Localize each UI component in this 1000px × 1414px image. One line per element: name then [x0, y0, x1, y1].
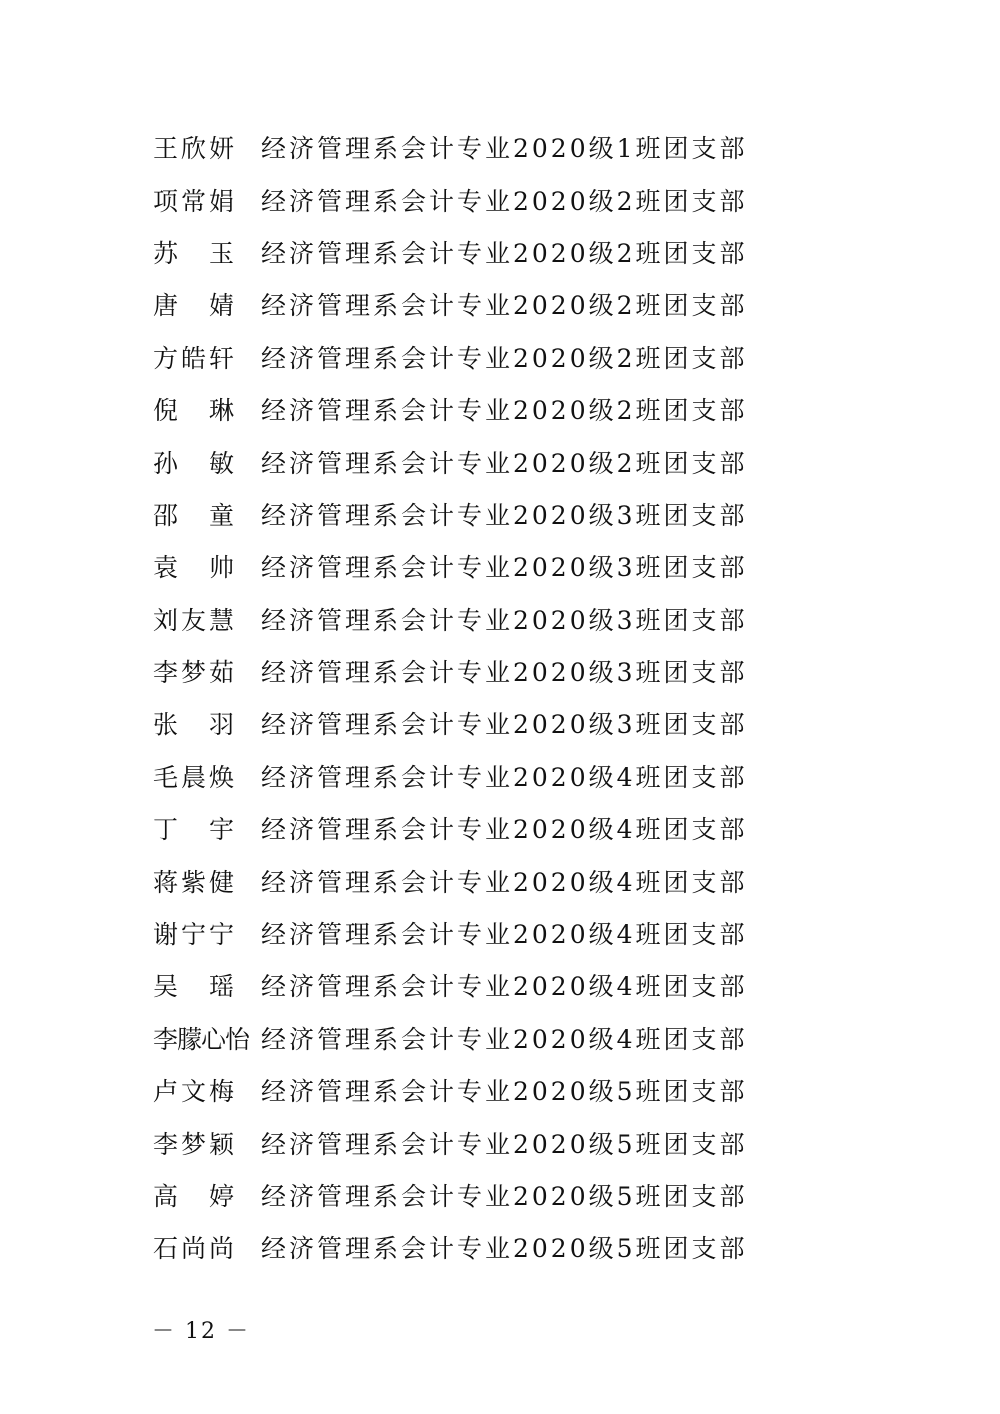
- member-unit: 经济管理系会计专业2020级4班团支部: [261, 920, 748, 950]
- list-item: [153, 1116, 853, 1168]
- member-name: 丁 宇: [153, 815, 238, 845]
- member-unit: 经济管理系会计专业2020级2班团支部: [261, 186, 748, 216]
- member-name: 孙 敏: [153, 448, 238, 478]
- list-item: [153, 750, 853, 802]
- list-item: [153, 854, 853, 906]
- page-number: － 12 －: [152, 1319, 250, 1344]
- member-name: 谢宁宁: [153, 920, 238, 950]
- list-item: [153, 802, 853, 854]
- member-name: 卢文梅: [153, 1077, 238, 1107]
- member-unit: 经济管理系会计专业2020级5班团支部: [261, 1077, 748, 1107]
- member-unit: 经济管理系会计专业2020级3班团支部: [261, 710, 748, 740]
- member-unit: 经济管理系会计专业2020级5班团支部: [261, 1129, 748, 1159]
- member-name: 吴 瑶: [153, 972, 238, 1002]
- list-item: [153, 697, 853, 749]
- list-item: [153, 435, 853, 487]
- list-item: [153, 173, 853, 225]
- list-item: [153, 959, 853, 1011]
- member-unit: 经济管理系会计专业2020级3班团支部: [261, 605, 748, 635]
- member-name: 蒋紫健: [153, 867, 238, 897]
- list-item: [153, 907, 853, 959]
- list-item: [153, 540, 853, 592]
- list-item: [153, 121, 853, 173]
- list-item: [153, 593, 853, 645]
- member-unit: 经济管理系会计专业2020级1班团支部: [261, 134, 748, 164]
- list-item: [153, 488, 853, 540]
- member-name: 苏 玉: [153, 238, 238, 268]
- member-unit: 经济管理系会计专业2020级5班团支部: [261, 1234, 748, 1264]
- member-unit: 经济管理系会计专业2020级3班团支部: [261, 500, 748, 530]
- member-unit: 经济管理系会计专业2020级2班团支部: [261, 343, 748, 373]
- member-name: 王欣妍: [153, 134, 238, 164]
- member-name: 袁 帅: [153, 553, 238, 583]
- member-unit: 经济管理系会计专业2020级4班团支部: [261, 867, 748, 897]
- member-name: 李梦茹: [153, 658, 238, 688]
- list-item: [153, 1221, 853, 1273]
- member-name: 李梦颖: [153, 1129, 238, 1159]
- member-name: 毛晨焕: [153, 762, 238, 792]
- member-unit: 经济管理系会计专业2020级4班团支部: [261, 815, 748, 845]
- member-unit: 经济管理系会计专业2020级5班团支部: [261, 1182, 748, 1211]
- member-name: 张 羽: [153, 710, 238, 740]
- member-name: 方皓轩: [153, 343, 238, 373]
- member-name: 李朦心怡: [153, 1024, 250, 1054]
- name-list: [153, 121, 853, 1274]
- member-unit: 经济管理系会计专业2020级2班团支部: [261, 396, 748, 426]
- member-unit: 经济管理系会计专业2020级3班团支部: [261, 658, 748, 688]
- member-unit: 经济管理系会计专业2020级4班团支部: [261, 762, 748, 792]
- member-unit: 经济管理系会计专业2020级4班团支部: [261, 1024, 748, 1054]
- list-item: [153, 645, 853, 697]
- list-item: [153, 1169, 853, 1221]
- member-name: 项常娟: [153, 186, 238, 216]
- list-item: [153, 1064, 853, 1116]
- list-item: [153, 383, 853, 435]
- list-item: [153, 1012, 853, 1064]
- member-name: 邵 童: [153, 500, 238, 530]
- list-item: [153, 278, 853, 330]
- member-unit: 经济管理系会计专业2020级2班团支部: [261, 291, 748, 321]
- member-name: 石尚尚: [153, 1234, 238, 1264]
- member-unit: 经济管理系会计专业2020级4班团支部: [261, 972, 748, 1002]
- member-unit: 经济管理系会计专业2020级3班团支部: [261, 553, 748, 583]
- member-name: 刘友慧: [153, 605, 238, 635]
- list-item: [153, 331, 853, 383]
- list-item: [153, 226, 853, 278]
- member-name: 唐 婧: [153, 291, 238, 321]
- member-name: 高 婷: [153, 1182, 238, 1211]
- member-name: 倪 琳: [153, 396, 238, 426]
- member-unit: 经济管理系会计专业2020级2班团支部: [261, 238, 748, 268]
- member-unit: 经济管理系会计专业2020级2班团支部: [261, 448, 748, 478]
